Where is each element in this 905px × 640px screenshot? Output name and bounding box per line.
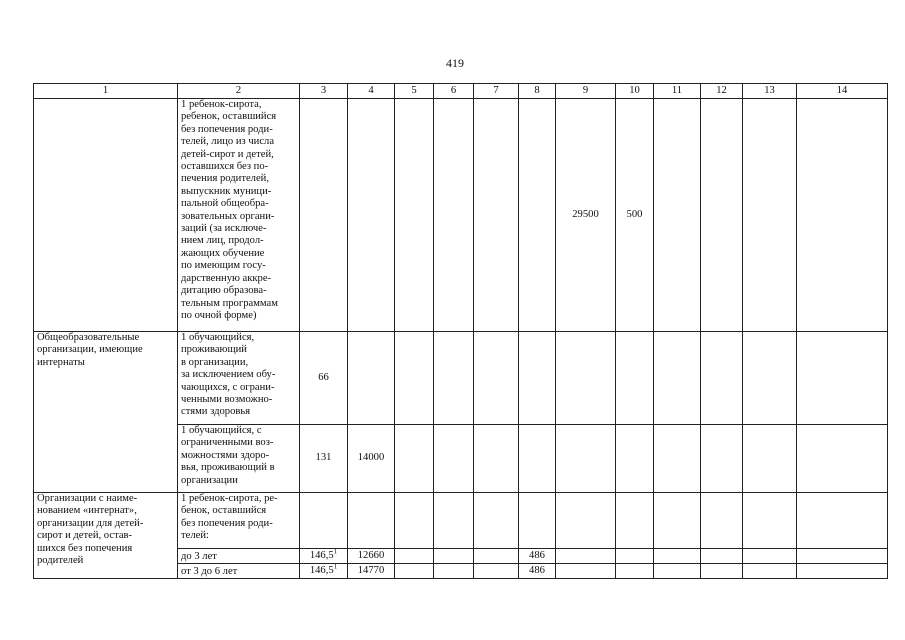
value-cell: 146,5$^1$ xyxy=(300,564,348,579)
column-header: 7 xyxy=(474,84,519,99)
column-header: 3 xyxy=(300,84,348,99)
column-header: 1 xyxy=(34,84,178,99)
column-header: 4 xyxy=(348,84,395,99)
column-header: 5 xyxy=(395,84,434,99)
column-header: 2 xyxy=(178,84,300,99)
page-number: 419 xyxy=(446,56,464,70)
tariff-table xyxy=(33,83,888,579)
value-cell: 500 xyxy=(616,99,654,332)
column-header: 13 xyxy=(743,84,797,99)
column-header: 8 xyxy=(519,84,556,99)
column-header: 10 xyxy=(616,84,654,99)
row-description: 1 ребенок-сирота, ребенок, оставшийся без попечения роди- телей, лицо из числа детей-сирот и детей, оставшихся без по- печения родителей, выпускник муници- пальной общеобра- зовательных органи- заций (за исключе- нием лиц, продол- жающих обучение по имеющим госу- дарственную аккре- дитацию образова- тельным программам по очной форме) xyxy=(178,99,300,332)
row-description: 1 ребенок-сирота, ре- бенок, оставшийся без попечения роди- телей: xyxy=(178,493,300,549)
table-row xyxy=(34,332,888,425)
table-row xyxy=(34,493,888,549)
value-cell: 486 xyxy=(519,549,556,564)
row-description: 1 обучающийся, проживающий в организации, за исключением обу- чающихся, с ограни- ченными возможно- стями здоровья xyxy=(178,332,300,425)
table-row xyxy=(34,99,888,332)
value-cell: 146,5$^1$ xyxy=(300,549,348,564)
age-category: от 3 до 6 лет xyxy=(178,564,300,579)
value-cell: 66 xyxy=(300,332,348,425)
column-header: 6 xyxy=(434,84,474,99)
organization-type: Организации с наиме- нованием «интернат», организации для детей- сирот и детей, остав- шихся без попечения родителей xyxy=(34,493,178,579)
column-number-row xyxy=(34,84,888,99)
value-cell: 131 xyxy=(300,425,348,493)
row-description: 1 обучающийся, с ограниченными воз- можностями здоро- вья, проживающий в организации xyxy=(178,425,300,493)
value-cell: 12660 xyxy=(348,549,395,564)
column-header: 11 xyxy=(654,84,701,99)
column-header: 9 xyxy=(556,84,616,99)
age-category: до 3 лет xyxy=(178,549,300,564)
value-cell: 14770 xyxy=(348,564,395,579)
column-header: 12 xyxy=(701,84,743,99)
value-cell: 29500 xyxy=(556,99,616,332)
value-cell: 14000 xyxy=(348,425,395,493)
empty-cell xyxy=(34,99,178,332)
column-header: 14 xyxy=(797,84,888,99)
value-cell: 486 xyxy=(519,564,556,579)
organization-type: Общеобразовательные организации, имеющие интернаты xyxy=(34,332,178,493)
